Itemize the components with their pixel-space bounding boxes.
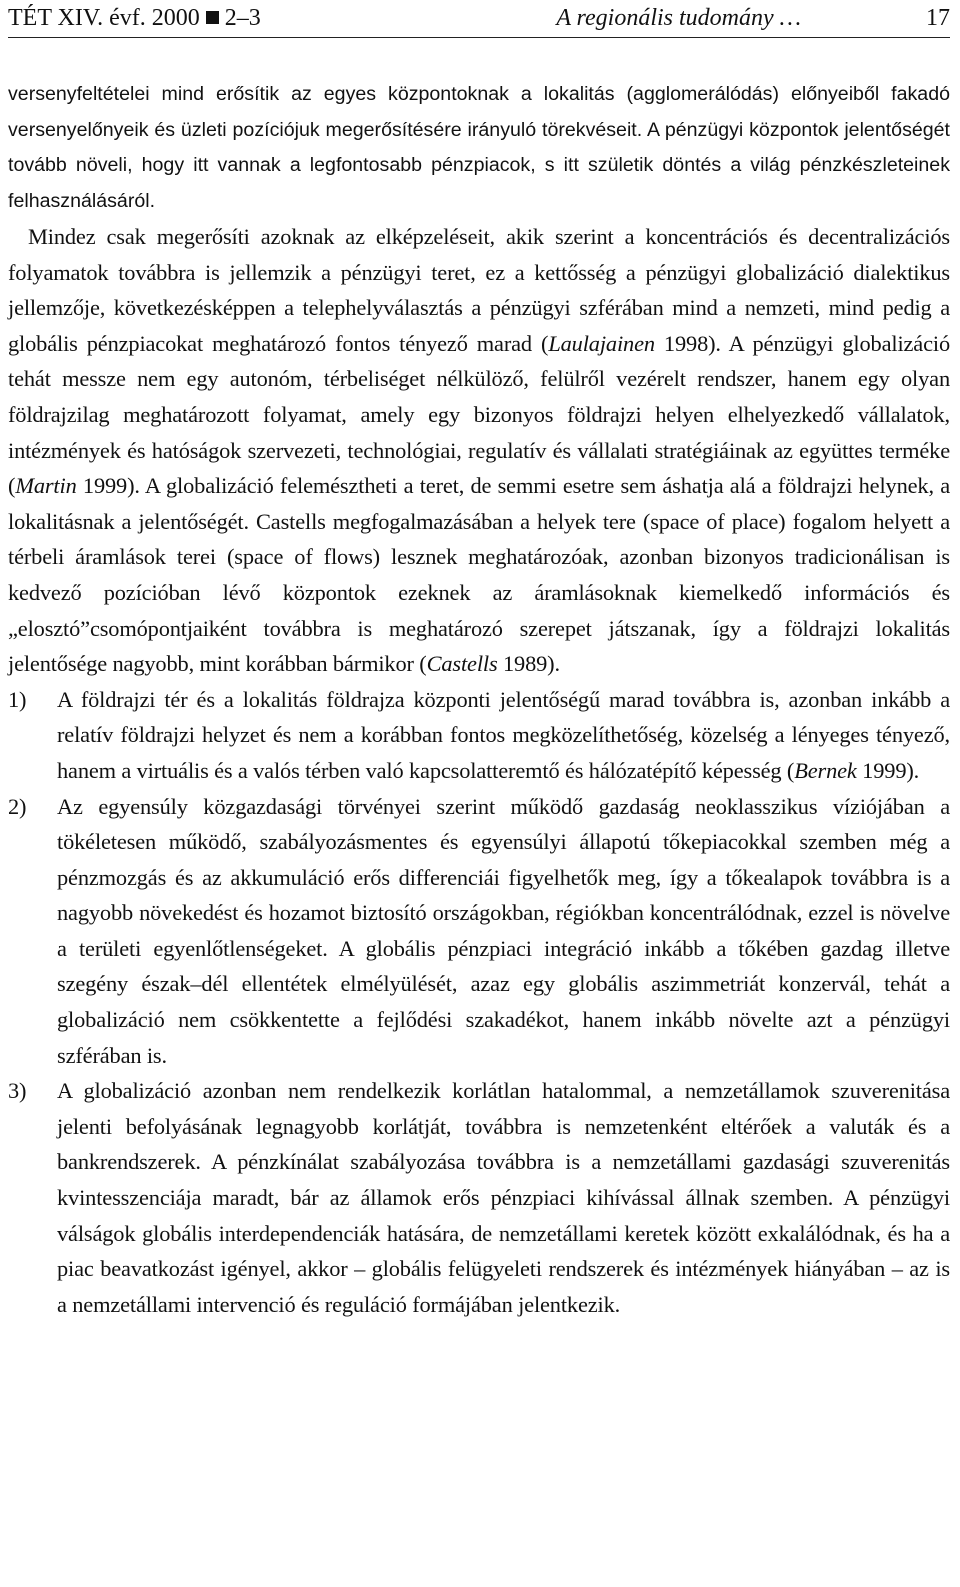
citation-author: Castells: [426, 651, 498, 677]
header-left: [8, 0, 261, 36]
citation-author: Bernek: [794, 757, 857, 783]
numbered-list: [8, 682, 950, 1323]
main-text-4: 1989).: [497, 651, 560, 677]
citation-author: Martin: [15, 473, 77, 499]
main-text-3: 1999). A globalizáció felemésztheti a teret, de semmi esetre sem áshatja alá a földrajzi helynek, a lokalitásnak a jelentőségét. Castells megfogalmazásában a helyek tere (space of place) fogalom helyett a térbeli áramlások terei (space of flows) lesznek meghatározóak, azonban bizonyos tradicionálisan is kedvező pozícióban lévő központok ezeknek az áramlásoknak kiemelkedő információs és „elosztó”csomópontjaiként továbbra is meghatározó szerepet játszanak, így a földrajzi lokalitás jelentősége nagyobb, mint korábban bármikor (: [8, 473, 950, 677]
issue-number: 2–3: [224, 5, 261, 31]
list-marker: 3): [8, 1078, 27, 1104]
main-text-1: Mindez csak megerősíti azoknak az elképzeléseit, akik szerint a koncentrációs és decentralizációs folyamatok továbbra is jellemzik a pénzügyi teret, ez a kettősség a pénzügyi globalizáció dialektikus jellemzője, következésképpen a telephelyválasztás a pénzügyi szférában mind a nemzeti, mind pedig a globális pénzpiacokat meghatározó fontos tényező marad (: [8, 224, 950, 356]
list-item-text: Az egyensúly közgazdasági törvényei szerint működő gazdaság neoklasszikus víziójában a tökéletesen működő, szabályozásmentes és egyensúlyi állapotú tőkepiacokkal szemben még a pénzmozgás és az akkumuláció erős differenciái figyelhetők meg, így a tőkealapok továbbra is a nagyobb növekedést és hozamot biztosító országokban, régiókban koncentrálódnak, ezzel is növelve a területi egyenlőtlenségeket. A globális pénzpiaci integráció inkább a tőkében gazdag illetve szegény észak–dél ellentétek elmélyülését, azaz egy globális aszimmetriát konzervál, tehát a globalizáció nem csökkentette a fejlődési szakadékot, hanem inkább növelte azt a pénzügyi szférában is.: [57, 793, 950, 1068]
list-item: [8, 1073, 950, 1322]
list-item-text: A földrajzi tér és a lokalitás földrajza központi jelentőségű marad továbbra is, azonban inkább a relatív földrajzi helyzet és nem a korábban fontos megközelíthetőség, közelség a lényeges tényező, hanem a virtuális és a valós térben való kapcsolatteremtő és hálózatépítő képesség (: [57, 686, 950, 783]
list-marker: 2): [8, 793, 27, 819]
list-item: [8, 682, 950, 789]
journal-volume: TÉT XIV. évf. 2000: [8, 5, 200, 31]
page-number: 17: [926, 5, 950, 31]
list-item-text: A globalizáció azonban nem rendelkezik korlátlan hatalommal, a nemzetállamok szuverenitása jelenti befolyásának legnagyobb korlátját, továbbra is nemzetenként eltérőek a valuták és a bankrendszerek. A pénzkínálat szabályozása továbbra is a nemzetállami gazdasági szuverenitás kvintesszenciája maradt, bár az államok erős pénzpiaci kihívással állnak szemben. A pénzügyi válságok globális interdependenciák hatására, de nemzetállami keretek között exkalálódnak, és ha a piac beavatkozást igényel, akkor – globális felügyeleti rendszerek és intézmények hiányában – az is a nemzetállami intervenció és reguláció formájában jelentkezik.: [57, 1078, 950, 1317]
citation-author: Laulajainen: [548, 330, 655, 356]
black-square-icon: [206, 11, 219, 24]
list-marker: 1): [8, 686, 27, 712]
running-header: [8, 0, 950, 38]
header-right: [556, 0, 950, 36]
list-item: [8, 789, 950, 1074]
intro-paragraph: versenyfeltételei mind erősítik az egyes központoknak a lokalitás (agglomerálódás) előnyeiből fakadó versenyelőnyeik és üzleti pozíciójuk megerősítésére irányuló törekvéseit. A pénzügyi központok jelentőségét tovább növeli, hogy itt vannak a legfontosabb pénzpiacok, s itt születik döntés a világ pénzkészleteinek felhasználásáról.: [8, 83, 950, 212]
main-paragraph: [8, 219, 950, 682]
main-text-2: 1998). A pénzügyi globalizáció tehát messze nem egy autonóm, térbeliséget nélkülöző, felülről vezérelt rendszer, hanem egy olyan földrajzilag meghatározott folyamat, amely egy bizonyos földrajzi helyen elhelyezkedő vállalatok, intézmények és hatóságok szervezeti, technológiai, regulatív és vállalati stratégiáinak az együttes terméke (: [8, 330, 951, 499]
running-title: A regionális tudomány …: [556, 5, 801, 31]
list-item-text-end: 1999).: [856, 757, 920, 783]
